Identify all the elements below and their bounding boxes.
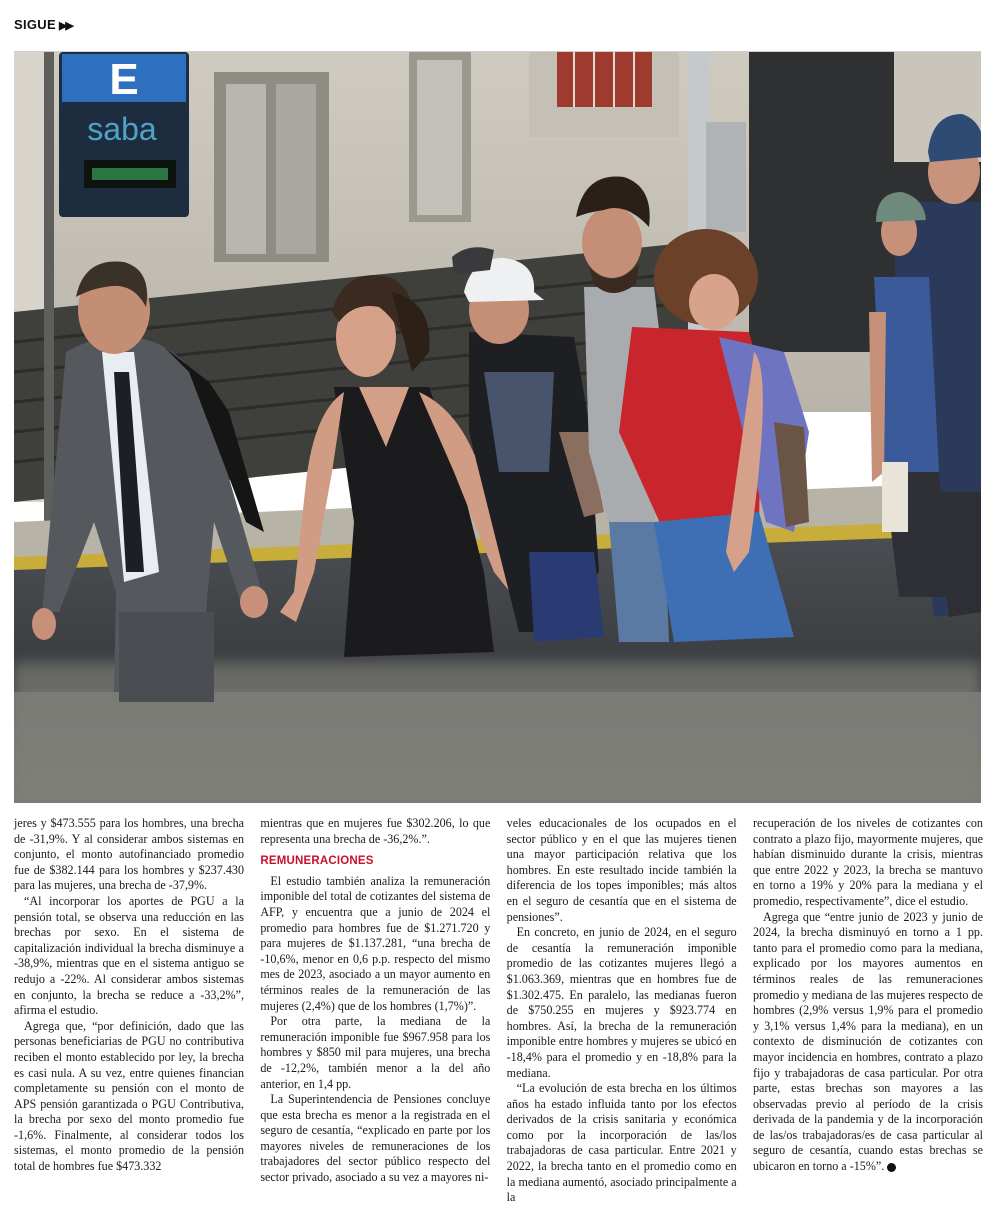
end-of-article-icon: P bbox=[887, 1163, 896, 1172]
paragraph: La Superintendencia de Pensiones concluye que esta brecha es menor a la registrada en el seguro de cesantía, “explicado en parte por los mayores niveles de remuneraciones de los trabajadores del sector público respecto del sector privado, asociado a su vez a mayores ni- bbox=[260, 1092, 491, 1185]
paragraph: mientras que en mujeres fue $302.206, lo que representa una brecha de -36,2%.”. bbox=[260, 816, 491, 846]
article-column-1 bbox=[14, 816, 244, 1196]
news-photo bbox=[14, 51, 981, 803]
paragraph: El estudio también analiza la remuneración imponible del total de cotizantes del sistema de AFP, y encuentra que a junio de 2024 el promedio para hombres fue de $1.271.720 y para mujeres de $1.137.281, “una brecha de -10,6%, menor en 0,6 p.p. respecto del mismo mes de 2023, asociado a un mayor aumento en términos reales de la remuneración de las mujeres (2,4%) que de los hombres (1,7%)”. bbox=[260, 873, 491, 1013]
continue-text: SIGUE bbox=[14, 17, 56, 32]
section-heading: REMUNERACIONES bbox=[260, 855, 374, 868]
article-column-4 bbox=[753, 816, 983, 1196]
paragraph: jeres y $473.555 para los hombres, una brecha de -31,9%. Y al considerar ambos sistemas en conjunto, el monto autofinanciado promedio fue de $382.144 para los hombres y $237.430 para las mujeres, una brecha de -37,9%. bbox=[14, 816, 244, 893]
paragraph-text: Agrega que “entre junio de 2023 y junio de 2024, la brecha disminuyó en torno a 1 pp. tanto para el promedio como para la mediana, explicado por los mayores aumentos en términos reales de las remuneraciones promedio y mediana de las mujeres respecto de hombres (2,9% versus 1,9% para el promedio y 3,1% versus 1,4% para la mediana), en un contexto de disminución de cotizantes con mayor incidencia en hombres, contrato a plazo fijo y trabajadoras de casa particular. Por otra parte, estas brechas son mayores a las observadas previo al período de la crisis derivada de la pandemia y de la incorporación de las/os trabajadoras/es de casa particular al seguro de cesantía, cuando estas brechas se ubicaron en torno a -15%”. bbox=[752, 909, 983, 1174]
parking-sign-brand: saba bbox=[87, 111, 157, 147]
continue-label bbox=[14, 17, 72, 32]
parking-sign-letter: E bbox=[109, 55, 139, 104]
double-arrow-icon: ▶▶ bbox=[58, 20, 72, 32]
paragraph bbox=[753, 910, 983, 1175]
paragraph: Agrega que, “por definición, dado que las personas beneficiarias de PGU no contributiva reciben el monto establecido por ley, la brecha es casi nula. A su vez, entre quienes financian completamente su pensión con el monto de APS pensión garantizada o PGU Contributiva, la brecha por sexo del monto promedio fue -1,6%. Finalmente, al considerar todos los sistemas, el monto promedio de la pensión total de hombres fue $473.332 bbox=[14, 1018, 244, 1174]
pedestrians-crossing-street-photo bbox=[14, 52, 981, 803]
paragraph: “La evolución de esta brecha en los últimos años ha estado influida tanto por los efectos derivados de la crisis sanitaria y económica como por la incorporación de las/los trabajadoras de casa particular. Entre 2021 y 2022, la brecha tanto en el promedio como en la mediana aumentó, asociado principalmente a la bbox=[506, 1081, 737, 1205]
paragraph: En concreto, en junio de 2024, en el seguro de cesantía la remuneración imponible promedio de las cotizantes mujeres llegó a $1.063.369, mientras que en hombres fue de $1.302.475. En paralelo, las medianas fueron de $750.255 en mujeres y $923.774 en hombres. Así, la brecha de la remuneración imponible entre hombres y mujeres se ubicó en -18,4% para el promedio y en -18,8% para la mediana. bbox=[506, 925, 737, 1080]
paragraph: veles educacionales de los ocupados en el sector público y en el que las mujeres tienen una mayor participación relativa que los hombres. En este resultado incide también la diferencia de los topes imponibles; más altos en el seguro de cesantía que en el sistema de pensiones”. bbox=[506, 816, 737, 924]
article-column-3 bbox=[506, 816, 737, 1205]
paragraph: Por otra parte, la mediana de la remuneración imponible fue $967.958 para los hombres y $850 mil para mujeres, una brecha de -12,2%, también menor a la del año anterior, en 1,4 pp. bbox=[260, 1014, 491, 1091]
article-column-2 bbox=[260, 816, 490, 1196]
paragraph: recuperación de los niveles de cotizantes con contrato a plazo fijo, mayormente mujeres, que habían disminuido durante la crisis, mientras que entre 2022 y 2023, la brecha se mantuvo en torno a 19% y 20% para la mediana y el promedio, respectivamente”, dice el estudio. bbox=[752, 816, 983, 908]
paragraph: “Al incorporar los aportes de PGU a la pensión total, se observa una reducción en las brechas por sexo. En el sistema de capitalización individual la brecha disminuye a -38,9%, mientras que en el sistema antiguo se redujo a -22%. Al considerar ambos sistemas en conjunto, la brecha se reduce a -33,2%”, afirma el estudio. bbox=[14, 893, 244, 1018]
article-body bbox=[14, 816, 983, 1205]
